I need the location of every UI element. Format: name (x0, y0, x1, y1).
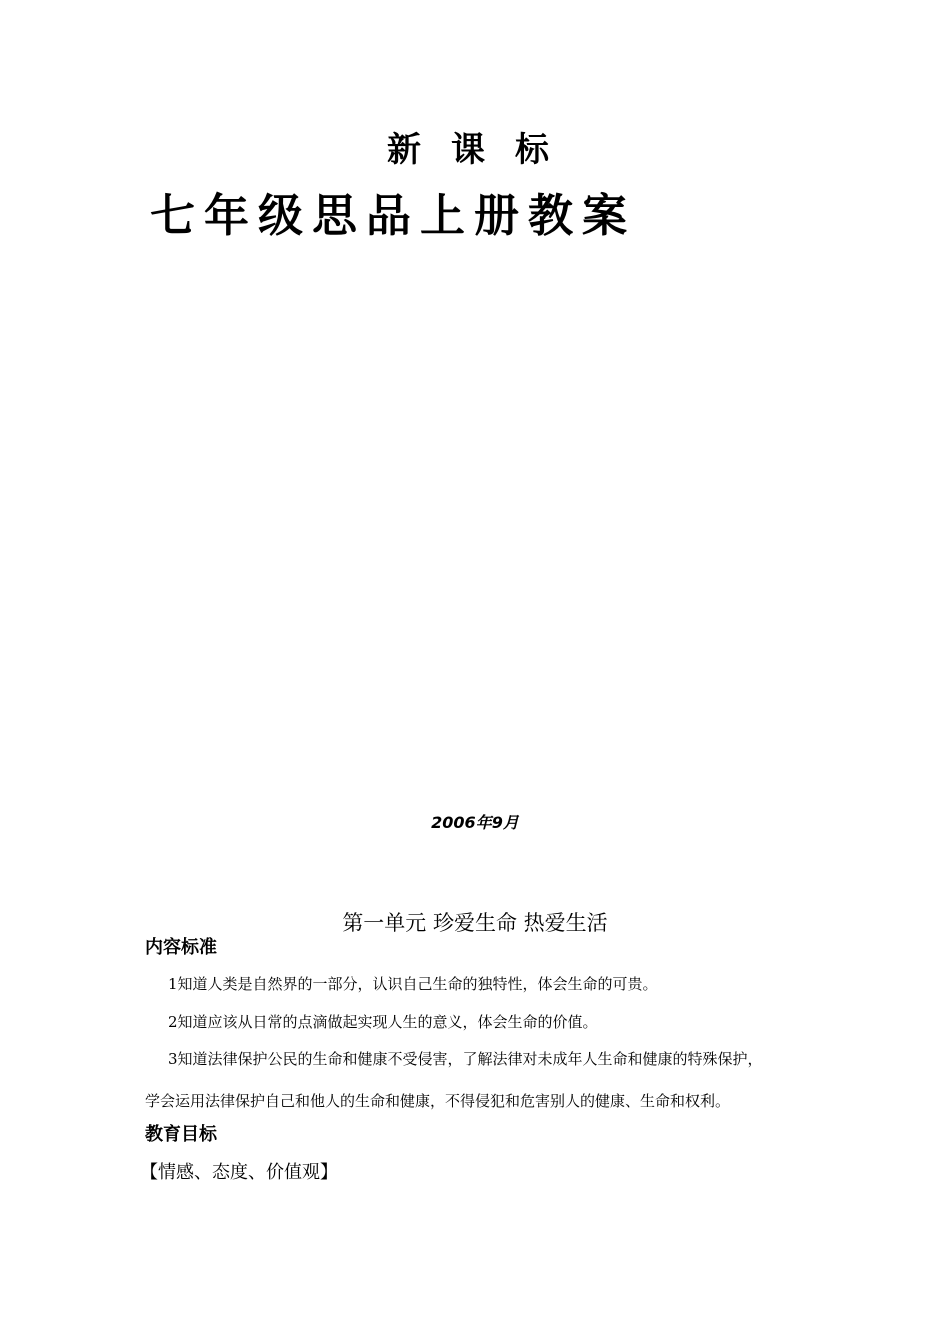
standard-item-3: 3知道法律保护公民的生命和健康不受侵害，了解法律对未成年人生命和健康的特殊保护， (168, 1050, 763, 1068)
cover-subtitle: 新课标 (387, 130, 579, 170)
content-standard-heading: 内容标准 (145, 937, 217, 958)
cover-title: 七年级思品上册教案 (150, 189, 637, 242)
education-goals-heading: 教育目标 (145, 1124, 217, 1145)
goal-category-label: 【情感、态度、价值观】 (140, 1162, 338, 1183)
cover-date-text: 2006年9月 (431, 813, 519, 832)
standard-item-1: 1知道人类是自然界的一部分，认识自己生命的独特性，体会生命的可贵。 (168, 975, 658, 993)
cover-date (0, 812, 950, 834)
standard-item-3-continuation: 学会运用法律保护自己和他人的生命和健康，不得侵犯和危害别人的健康、生命和权利。 (145, 1092, 731, 1110)
unit-title: 第一单元 珍爱生命 热爱生活 (342, 911, 608, 935)
standard-item-2: 2知道应该从日常的点滴做起实现人生的意义，体会生命的价值。 (168, 1013, 598, 1031)
